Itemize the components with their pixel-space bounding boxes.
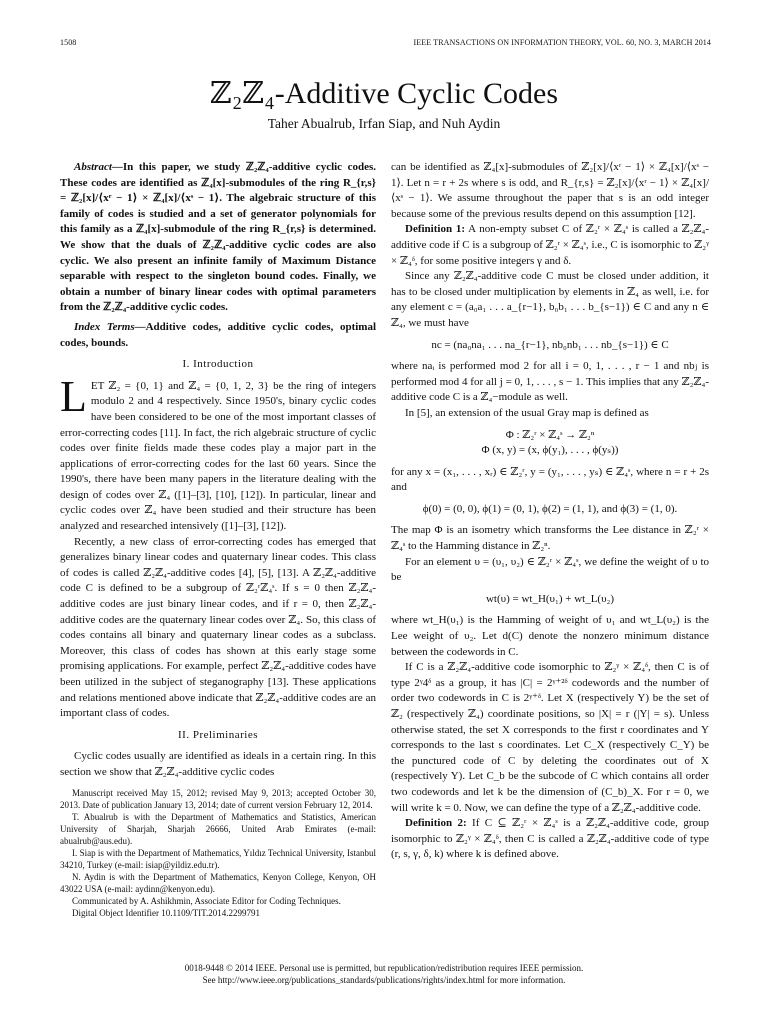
footnote-communicated: Communicated by A. Ashikhmin, Associate Editor for Coding Techniques. — [72, 895, 341, 906]
right-paragraph-8: where wt_H(υ₁) is the Hamming of weight of υ₁ and wt_L(υ₂) is the Lee weight of υ₂. Let d(C) denote the nonzero minimum distance between the codewords in C. — [391, 614, 709, 658]
footnote-author-2: I. Siap is with the Department of Mathematics, Yıldız Technical University, Istanbul 34210, Turkey (e-mail: isiap@yildiz.edu.tr). — [60, 847, 376, 870]
intro-paragraph-2: Recently, a new class of error-correcting codes has emerged that generalizes binary linear codes and quaternary linear codes. This class of codes is called ℤ₂ℤ₄-additive codes [4], [5], [13]. A ℤ₂ℤ₄-additive code C is defined to be a subgroup of ℤ₂ʳℤ₄ˢ. If s = 0 then ℤ₂ℤ₄-additive codes are just binary linear codes, and if r = 0, then ℤ₂ℤ₄-additive codes are the quaternary linear codes over ℤ₄. So, this class of codes contains all binary and quaternary linear codes as a subclass. Moreover, this class of codes has shown at this early stage some promising applications. For example, perfect ℤ₂ℤ₄-additive codes have been utilized in the subject of steganography [13]. These applications and relations mentioned above indicate that ℤ₂ℤ₄-additive codes are an important class of codes. — [60, 535, 376, 720]
index-terms — [60, 320, 376, 351]
definition-1-text: A non-empty subset C of ℤ₂ʳ × ℤ₄ˢ is called a ℤ₂ℤ₄-additive code if C is a subgroup of ℤ₂ʳ × ℤ₄ˢ, i.e., C is isomorphic to ℤ₂ᵞ × ℤ₄ᵟ, for some positive integers γ and δ. — [391, 223, 709, 267]
abstract-label: Abstract— — [74, 161, 123, 173]
right-paragraph-6: The map Φ is an isometry which transforms the Lee distance in ℤ₂ʳ × ℤ₄ˢ to the Hamming distance in ℤ₂ⁿ. — [391, 524, 709, 553]
paper-authors: Taher Abualrub, Irfan Siap, and Nuh Aydin — [267, 116, 501, 131]
intro-paragraph-1 — [60, 371, 376, 535]
section-heading-preliminaries: II. Preliminaries — [178, 728, 258, 741]
right-paragraph-7: For an element υ = (υ₁, υ₂) ∈ ℤ₂ʳ × ℤ₄ˢ, we define the weight of υ to be — [391, 555, 709, 584]
right-column — [391, 160, 709, 863]
copyright-line-1: 0018-9448 © 2014 IEEE. Personal use is permitted, but republication/redistribution requires IEEE permission. — [184, 963, 584, 973]
equation-gray-map-domain: Φ : ℤ₂ʳ × ℤ₄ˢ → ℤ₂ⁿ — [505, 428, 595, 441]
right-paragraph-9: If C is a ℤ₂ℤ₄-additive code isomorphic to ℤ₂ᵞ × ℤ₄ᵟ, then C is of type 2ᵞ4ᵟ as a group, it has |C| = 2ᵞ⁺²ᵟ codewords and the number of order two codewords in C is 2ᵞ⁺ᵟ. Let X (respectively Y) be the set of ℤ₂ (respectively ℤ₄) coordinate positions, so |X| = r (|Y| = s). Unless otherwise stated, the set X corresponds to the first r coordinates and Y corresponds to the last s coordinates. Let C_X (respectively C_Y) be the punctured code of C by deleting the coordinates out of X (respectively Y). Let C_b be the subcode of C which contains all order two codewords and let k be the dimension of (C_b)_X. For r = 0, we will write k = 0. Now, we can define the type of a ℤ₂ℤ₄-additive code. — [391, 661, 709, 814]
abstract-text: In this paper, we study ℤ₂ℤ₄-additive cyclic codes. These codes are identified as ℤ₄[x]-submodules of the ring R_{r,s} = ℤ₂[x]/⟨xʳ − 1⟩ × ℤ₄[x]/⟨xˢ − 1⟩. The algebraic structure of this family of codes is studied and a set of generator polynomials for this family as a ℤ₄[x]-submodule of the ring R_{r,s} is determined. We show that the duals of ℤ₂ℤ₄-additive cyclic codes are also cyclic. We also present an infinite family of Maximum Distance separable with respect to the singleton bound codes. Finally, we obtain a number of binary linear codes with optimal parameters from the ℤ₂ℤ₄-additive cyclic codes. — [60, 161, 376, 314]
abstract — [60, 160, 376, 316]
right-paragraph-1: can be identified as ℤ₄[x]-submodules of ℤ₂[x]/⟨xʳ − 1⟩ × ℤ₄[x]/⟨xˢ − 1⟩. Let n = r + 2s where s is odd, and R_{r,s} = ℤ₂[x]/⟨xʳ − 1⟩ × ℤ₄[x]/⟨xˢ − 1⟩. We assume throughout the paper that s is an odd integer because some of the previous results depend on this assumption [12]. — [391, 161, 709, 220]
copyright-notice — [0, 962, 768, 986]
footnote-doi: Digital Object Identifier 10.1109/TIT.2014.2299791 — [72, 907, 260, 918]
definition-1-label: Definition 1: — [405, 223, 465, 236]
right-paragraph-4: In [5], an extension of the usual Gray map is defined as — [405, 406, 649, 419]
copyright-line-2: See http://www.ieee.org/publications_standards/publications/rights/index.html for more information. — [202, 975, 566, 985]
journal-name: IEEE TRANSACTIONS ON INFORMATION THEORY, VOL. 60, NO. 3, MARCH 2014 — [413, 38, 711, 47]
footnote-author-3: N. Aydin is with the Department of Mathematics, Kenyon College, Kenyon, OH 43022 USA (e-mail: aydinn@kenyon.edu). — [60, 871, 376, 894]
equation-gray-map-definition: Φ (x, y) = (x, ϕ(y₁), . . . , ϕ(yₛ)) — [481, 444, 619, 457]
intro-paragraph-1-text: ET ℤ₂ = {0, 1} and ℤ₄ = {0, 1, 2, 3} be the ring of integers modulo 2 and 4 respectively. Since 1950's, binary cyclic codes have been considered to be one of the most important classes of error-correcting codes [11]. In fact, the rich algebraic structure of cyclic codes over finite fields made these codes play a major part in the applications of error-correcting codes for the last 60 years. Since the 1990's, there have been many papers in the literature dealing with the design of codes over ℤ₄ ([1]–[3], [10], [12]). In particular, linear and cyclic codes over ℤ₄ have been studied and their structure has been analyzed and researched intensively ([1]–[3], [12]). — [60, 379, 376, 533]
footnote-author-1: T. Abualrub is with the Department of Mathematics and Statistics, American University of Sharjah, Sharjah 26666, United Arab Emirates (e-mail: abualrub@aus.edu). — [60, 811, 376, 846]
right-paragraph-5: for any x = (x₁, . . . , xᵣ) ∈ ℤ₂ʳ, y = (y₁, . . . , yₛ) ∈ ℤ₄ˢ, where n = r + 2s and — [391, 465, 709, 494]
index-terms-label: Index Terms— — [74, 320, 146, 333]
right-paragraph-3: where naᵢ is performed mod 2 for all i = 0, 1, . . . , r − 1 and nbⱼ is performed mod 4 for all j = 0, 1, . . . , s − 1. This implies that any ℤ₂ℤ₄-additive code C is a ℤ₄−module as well. — [391, 360, 709, 404]
left-column — [60, 160, 376, 919]
preliminaries-paragraph: Cyclic codes usually are identified as ideals in a certain ring. In this section we show that ℤ₂ℤ₄-additive cyclic codes — [60, 750, 376, 778]
page-number: 1508 — [60, 38, 77, 47]
definition-2-text: If C ⊆ ℤ₂ʳ × ℤ₄ˢ is a ℤ₂ℤ₄-additive code, group isomorphic to ℤ₂ᵞ × ℤ₄ᵟ, then C is called a ℤ₂ℤ₄-additive code of type (r, s, γ, δ, k) where k is defined above. — [391, 817, 709, 861]
equation-weight: wt(υ) = wt_H(υ₁) + wt_L(υ₂) — [485, 592, 615, 605]
equation-phi-values: ϕ(0) = (0, 0), ϕ(1) = (0, 1), ϕ(2) = (1, 1), and ϕ(3) = (1, 0). — [422, 502, 678, 515]
definition-1 — [391, 222, 709, 269]
footnotes — [60, 787, 376, 919]
paper-title: ℤ₂ℤ₄-Additive Cyclic Codes — [209, 77, 558, 110]
drop-cap: L — [60, 371, 87, 421]
definition-2-label: Definition 2: — [405, 817, 467, 830]
footnote-received: Manuscript received May 15, 2012; revised May 9, 2013; accepted October 30, 2013. Date of publication January 13, 2014; date of current version February 12, 2014. — [60, 787, 376, 810]
index-terms-text: Additive codes, additive cyclic codes, optimal codes, bounds. — [60, 320, 377, 349]
equation-scalar-multiplication: nc = (na₀na₁ . . . na_{r−1}, nb₀nb₁ . . . nb_{s−1}) ∈ C — [431, 338, 669, 351]
right-paragraph-2: Since any ℤ₂ℤ₄-additive code C must be closed under addition, it has to be closed under multiplication by elements in ℤ₄ as well, i.e. for any element c = (a₀a₁ . . . a_{r−1}, b₀b₁ . . . b_{s−1}) ∈ C and any n ∈ ℤ₄, we must have — [391, 270, 709, 329]
definition-2 — [391, 816, 709, 863]
equation-gray-map — [391, 428, 709, 459]
section-heading-introduction: I. Introduction — [182, 358, 254, 371]
